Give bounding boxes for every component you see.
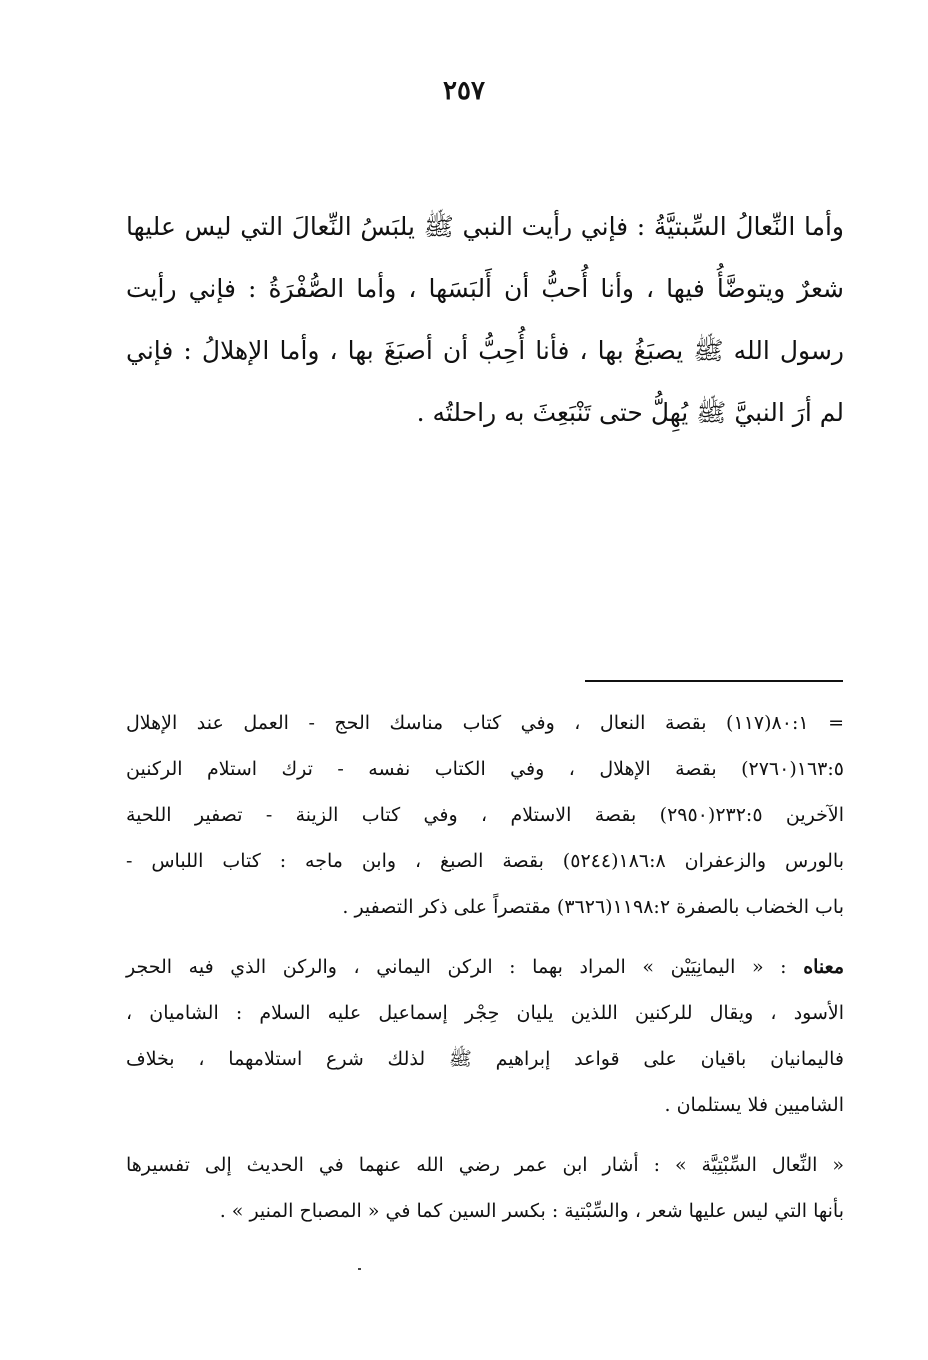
footnote-line: الشاميين فلا يستلمان . (664, 1094, 844, 1116)
footnote-line: « النِّعال السِّبْتِيَّة » : أشار ابن عمر رضي الله عنهما في الحديث إلى تفسيرها (126, 1154, 844, 1176)
footnotes (126, 700, 844, 1234)
footnote-continuation (126, 700, 844, 930)
meaning-first-line-text: : « اليمانِيَيْن » المراد بهما : الركن اليماني ، والركن الذي فيه الحجر (126, 956, 787, 978)
main-text-line: رسول الله ﷺ يصبَغُ بها ، فأنا أُحِبُّ أن أصبَغَ بها ، وأما الإهلالُ : فإني (126, 336, 844, 365)
footnote-line: الأسود ، ويقال للركنين اللذين يليان حِجْر إسماعيل عليه السلام : الشاميان ، (126, 1002, 844, 1024)
footnote-line: = ٨٠:١(١١٧) بقصة النعال ، وفي كتاب مناسك الحج - العمل عند الإهلال (126, 712, 844, 734)
footnote-line: بأنها التي ليس عليها شعر ، والسِّبْتية : بكسر السين كما في « المصباح المنير » . (219, 1200, 844, 1222)
footnote-spacer (126, 930, 844, 944)
page-number: ٢٥٧ (443, 76, 485, 106)
print-speck (358, 1268, 361, 1270)
main-text-line: شعرٌ ويتوضَّأُ فيها ، وأنا أُحبُّ أن أَلبَسَها ، وأما الصُّفْرَةُ : فإني رأيت (126, 274, 844, 303)
footnote-line: بالورس والزعفران ١٨٦:٨(٥٢٤٤) بقصة الصبغ ، وابن ماجه : كتاب اللباس - (126, 850, 844, 872)
main-text-line: وأما النِّعالُ السِّبتيَّةُ : فإني رأيت النبي ﷺ يلبَسُ النِّعالَ التي ليس عليها (126, 212, 844, 241)
main-text (126, 196, 844, 444)
footnote-divider (585, 680, 843, 682)
meaning-heading: معناه (803, 956, 845, 978)
footnote-spacer (126, 1128, 844, 1142)
footnote-line: فاليمانيان باقيان على قواعد إبراهيم ﷺ لذلك شرع استلامهما ، بخلاف (126, 1048, 844, 1070)
main-text-line: لم أرَ النبيَّ ﷺ يُهِلُّ حتى تَنْبَعِثَ به راحلتُه . (416, 398, 844, 427)
footnote-meaning (126, 944, 844, 1128)
footnote-sibtiyya (126, 1142, 844, 1234)
footnote-line: ١٦٣:٥(٢٧٦٠) بقصة الإهلال ، وفي الكتاب نفسه - ترك استلام الركنين (126, 758, 844, 780)
footnote-line (126, 944, 844, 990)
footnote-line: باب الخضاب بالصفرة ١١٩٨:٢(٣٦٢٦) مقتصراً على ذكر التصفير . (342, 896, 844, 918)
footnote-line: الآخرين ٢٣٢:٥(٢٩٥٠) بقصة الاستلام ، وفي كتاب الزينة - تصفير اللحية (126, 804, 844, 826)
